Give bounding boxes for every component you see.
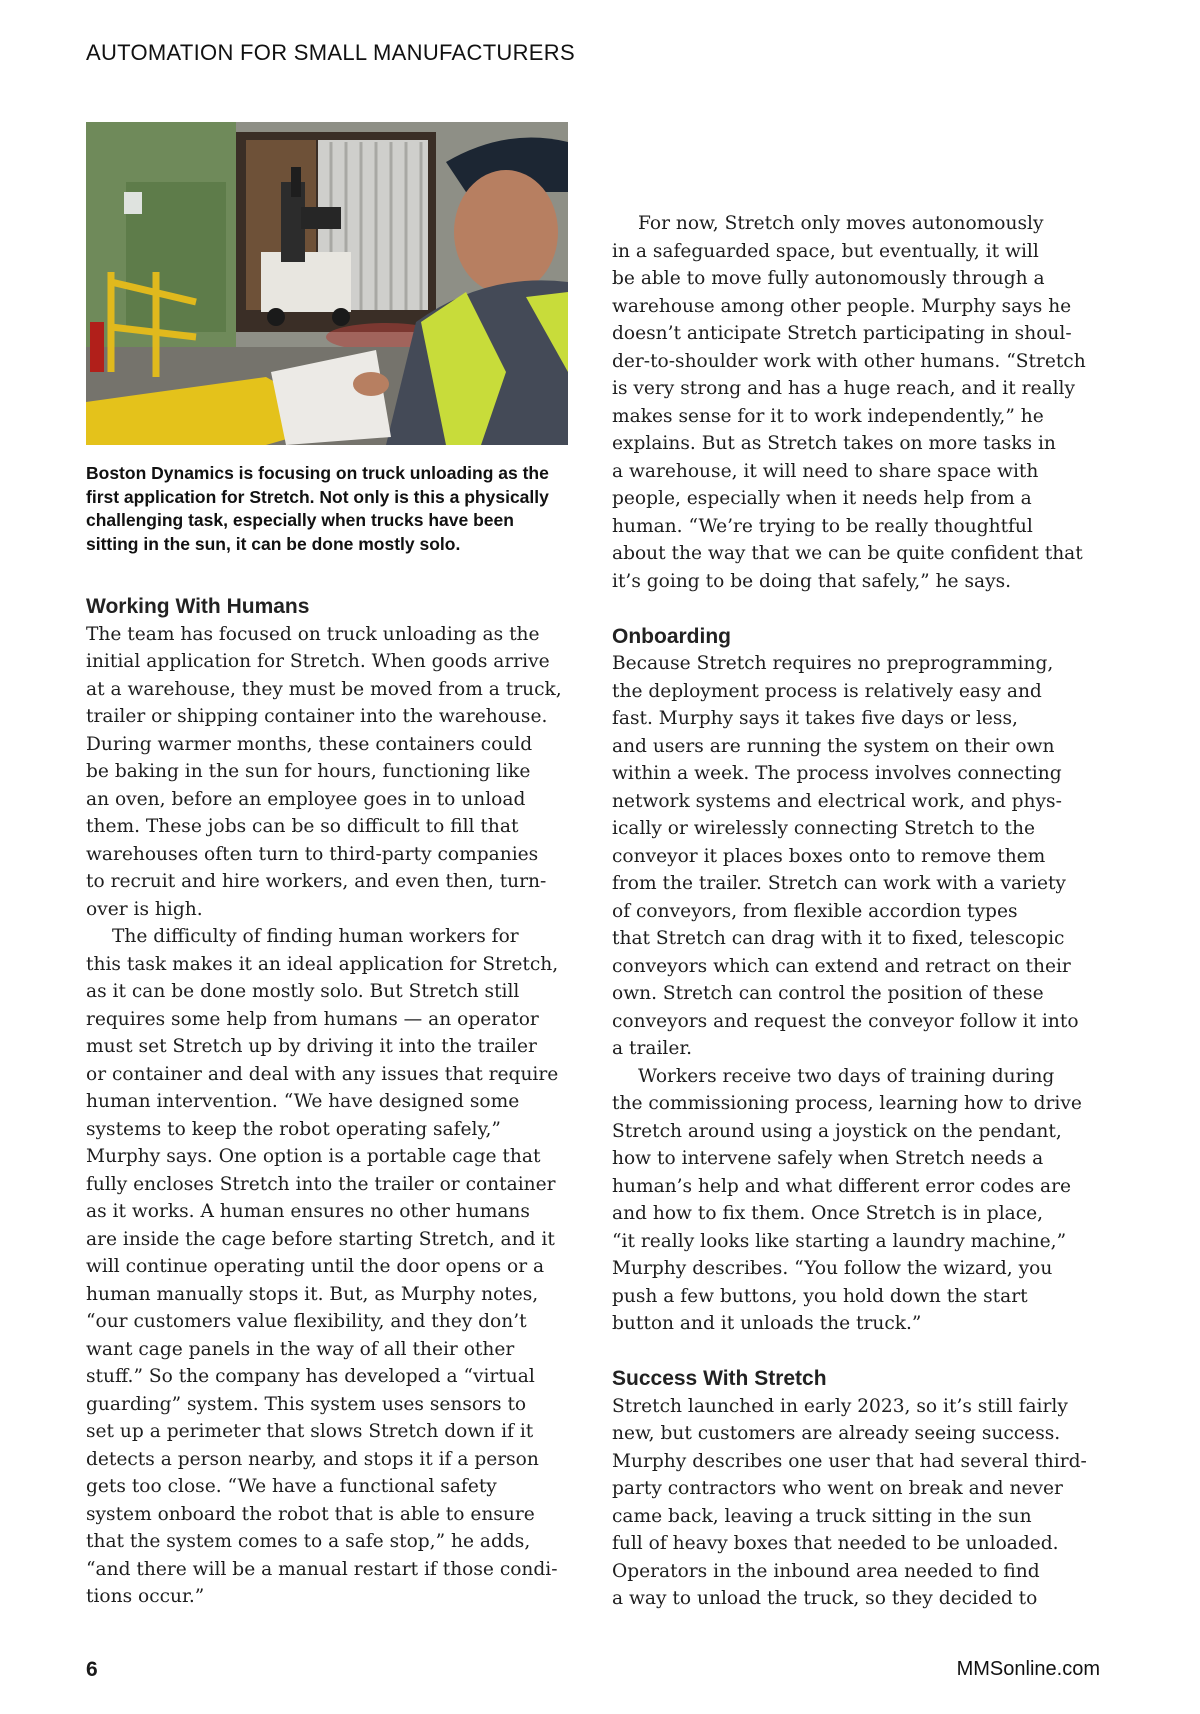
body-paragraph: For now, Stretch only moves autonomously in a safeguarded space, but eventually, it will be able to move fully autonomously through a warehouse among other people. Murphy says he doesn’t anticipate Stretch participating in shoul- der-to-shoulder work with other humans. “Stretch is very strong and has a huge reach, and it really makes sense for it to work independently,” he explains. But as Stretch takes on more tasks in a warehouse, it will need to share space with people, especially when it needs help from a human. “We’re trying to be really thoughtful about the way that we can be quite confident that it’s going to be doing that safely,” he says.	[612, 213, 1086, 592]
right-column	[612, 210, 1104, 1613]
body-paragraph: The team has focused on truck unloading as the initial application for Stretch. When goods arrive at a warehouse, they must be moved from a truck, trailer or shipping container into the warehouse. During warmer months, these containers could be baking in the sun for hours, functioning like an oven, before an employee goes in to unload them. These jobs can be so difficult to fill that warehouses often turn to third-party companies to recruit and hire workers, and even then, turn- over is high.	[86, 623, 562, 920]
left-column	[86, 593, 578, 1611]
page-number: 6	[86, 1658, 98, 1681]
section-heading-onboarding: Onboarding	[612, 624, 731, 648]
body-paragraph: Stretch launched in early 2023, so it’s still fairly new, but customers are already seeing success. Murphy describes one user that had several third- party contractors who went on break and never came back, leaving a truck sitting in the sun full of heavy boxes that needed to be unloaded. Operators in the inbound area needed to find a way to unload the truck, so they decided to	[612, 1395, 1087, 1609]
section-heading-success-with-stretch: Success With Stretch	[612, 1367, 827, 1390]
body-paragraph: Workers receive two days of training during the commissioning process, learning how to drive Stretch around using a joystick on the pendant, how to intervene safely when Stretch needs a human’s help and what different error codes are and how to fix them. Once Stretch is in place, “it really looks like starting a laundry machine,” Murphy describes. “You follow the wizard, you push a few buttons, you hold down the start button and it unloads the truck.”	[612, 1065, 1082, 1334]
article-photo	[86, 122, 568, 445]
body-paragraph: The difficulty of finding human workers for this task makes it an ideal application for Stretch, as it can be done mostly solo. But Stretch still requires some help from humans — an operator must set Stretch up by driving it into the trailer or container and deal with any issues that require human intervention. “We have designed some systems to keep the robot operating safely,” Murphy says. One option is a portable cage that fully encloses Stretch into the trailer or container as it works. A human ensures no other humans are inside the cage before starting Stretch, and it will continue operating until the door opens or a human manually stops it. But, as Murphy notes, “our customers value flexibility, and they don’t want cage panels in the way of all their other stuff.” So the company has developed a “virtual guarding” system. This system uses sensors to set up a perimeter that slows Stretch down if it detects a person nearby, and stops it if a person gets too close. “We have a functional safety system onboard the robot that is able to ensure that the system comes to a safe stop,” he adds, “and there will be a manual restart if those condi- tions occur.”	[86, 926, 559, 1607]
body-paragraph: Because Stretch requires no preprogramming, the deployment process is relatively easy and fast. Murphy says it takes five days or less, and users are running the system on their own within a week. The process involves connecting network systems and electrical work, and phys- ically or wirelessly connecting Stretch to the conveyor it places boxes onto to remove them from the trailer. Stretch can work with a variety of conveyors, from flexible accordion types that Stretch can drag with it to fixed, telescopic conveyors which can extend and retract on their own. Stretch can control the position of these conveyors and request the conveyor follow it into a trailer.	[612, 653, 1079, 1059]
warehouse-truck-photo	[86, 122, 568, 445]
running-header: AUTOMATION FOR SMALL MANUFACTURERS	[86, 40, 575, 65]
section-heading-working-with-humans: Working With Humans	[86, 595, 310, 618]
footer-site-link[interactable]: MMSonline.com	[956, 1658, 1100, 1680]
photo-caption: Boston Dynamics is focusing on truck unloading as the first application for Stretch. Not only is this a physically challenging task, especially when trucks have been sitting in the sun, it can be done mostly solo.	[86, 463, 549, 554]
